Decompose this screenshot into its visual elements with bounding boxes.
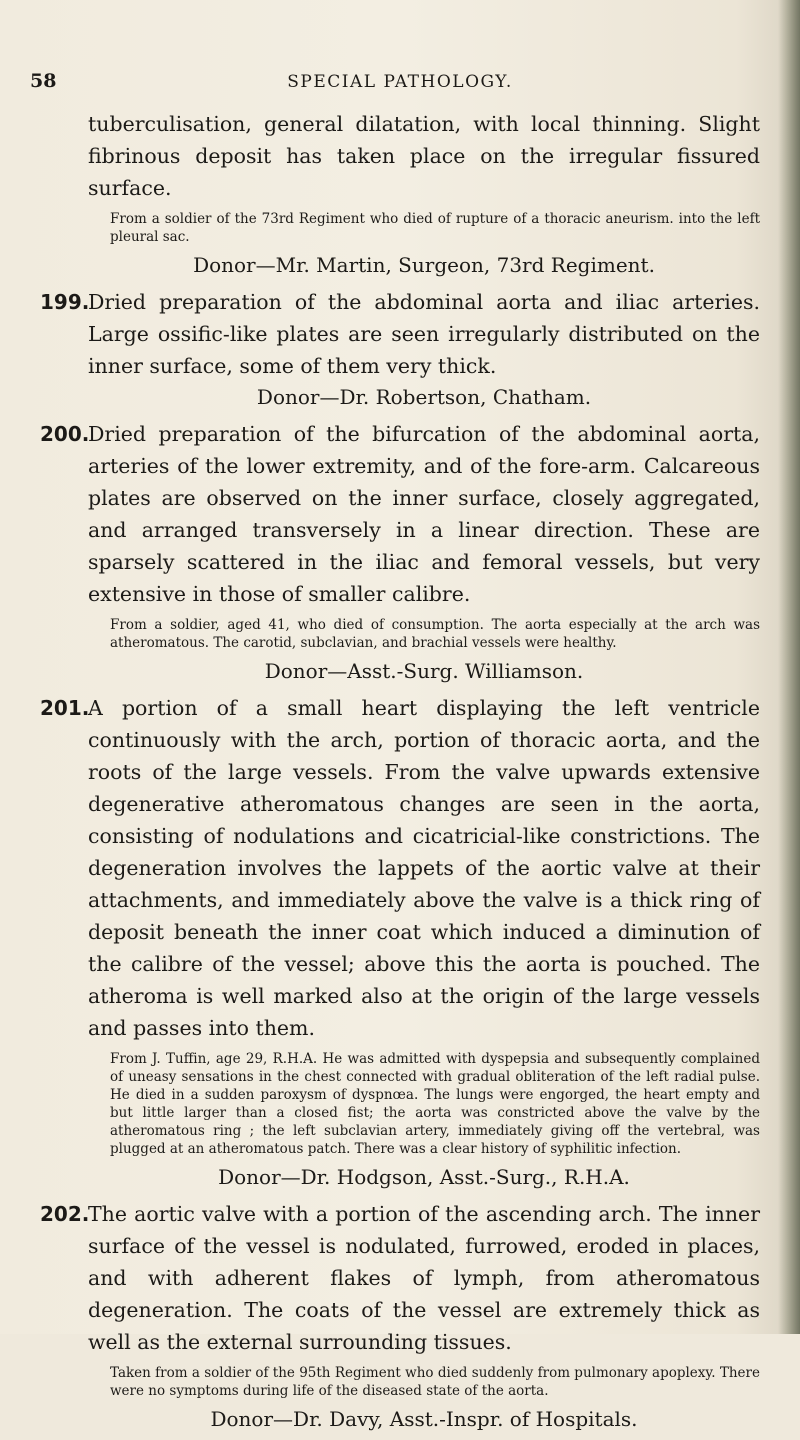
donor-line: Donor—Asst.-Surg. Williamson. [264, 659, 584, 683]
entry-description: The aortic valve with a portion of the ascending arch. The inner surface of the vessel is nodulated, furrowed, eroded in places, and with adherent flakes of lymph, from atheromatous degeneration. The coats of the vessel are extremely thick as well as the external surrounding tissues. [88, 1202, 760, 1354]
catalogue-entry-200 [40, 418, 760, 686]
entry-number: 199. [40, 290, 90, 314]
entry-description: Dried preparation of the abdominal aorta and iliac arteries. Large ossific-like plates are seen irregularly distributed on the inner surface, some of them very thick. [88, 290, 760, 378]
page-content [40, 108, 760, 1440]
donor-line: Donor—Mr. Martin, Surgeon, 73rd Regiment. [193, 253, 655, 277]
donor-line: Donor—Dr. Robertson, Chatham. [256, 385, 592, 409]
catalogue-entry-201 [40, 692, 760, 1192]
catalogue-entry-199 [40, 286, 760, 412]
running-head: SPECIAL PATHOLOGY. [287, 72, 513, 92]
case-note: From a soldier, aged 41, who died of consumption. The aorta especially at the arch was atheromatous. The carotid, subclavian, and brachial vessels were healthy. [110, 617, 760, 651]
entry-description: tuberculisation, general dilatation, with local thinning. Slight fibrinous deposit has taken place on the irregular fissured surface. [88, 112, 760, 200]
donor-line: Donor—Dr. Davy, Asst.-Inspr. of Hospitals. [210, 1407, 638, 1431]
entry-number: 202. [40, 1202, 90, 1226]
page-number: 58 [30, 70, 57, 92]
entry-number: 200. [40, 422, 90, 446]
case-note: Taken from a soldier of the 95th Regiment who died suddenly from pulmonary apoplexy. There were no symptoms during life of the diseased state of the aorta. [110, 1365, 760, 1399]
page-edge-shadow [778, 0, 800, 1334]
entry-description: A portion of a small heart displaying the left ventricle continuously with the arch, portion of thoracic aorta, and the roots of the large vessels. From the valve upwards extensive degenerative atheromatous changes are seen in the aorta, consisting of nodulations and cicatricial-like constrictions. The degeneration involves the lappets of the aortic valve at their attachments, and immediately above the valve is a thick ring of deposit beneath the inner coat which induced a diminution of the calibre of the vessel; above this the aorta is pouched. The atheroma is well marked also at the origin of the large vessels and passes into them. [88, 696, 760, 1040]
case-note: From a soldier of the 73rd Regiment who died of rupture of a thoracic aneurism. into the left pleural sac. [110, 211, 760, 245]
catalogue-entry-202 [40, 1198, 760, 1434]
entry-number: 201. [40, 696, 90, 720]
case-note: From J. Tuffin, age 29, R.H.A. He was admitted with dyspepsia and subsequently complained of uneasy sensations in the chest connected with gradual obliteration of the left radial pulse. He died in a sudden paroxysm of dyspnœa. The lungs were engorged, the heart empty and but little larger than a closed fist; the aorta was constricted above the valve by the atheromatous ring ; the left subclavian artery, immediately giving off the vertebral, was plugged at an atheromatous patch. There was a clear history of syphilitic infection. [110, 1051, 760, 1157]
entry-description: Dried preparation of the bifurcation of the abdominal aorta, arteries of the lower extremity, and of the fore-arm. Calcareous plates are observed on the inner surface, closely aggregated, and arranged transversely in a linear direction. These are sparsely scattered in the iliac and femoral vessels, but very extensive in those of smaller calibre. [88, 422, 760, 606]
continued-entry [88, 108, 760, 280]
donor-line: Donor—Dr. Hodgson, Asst.-Surg., R.H.A. [218, 1165, 630, 1189]
